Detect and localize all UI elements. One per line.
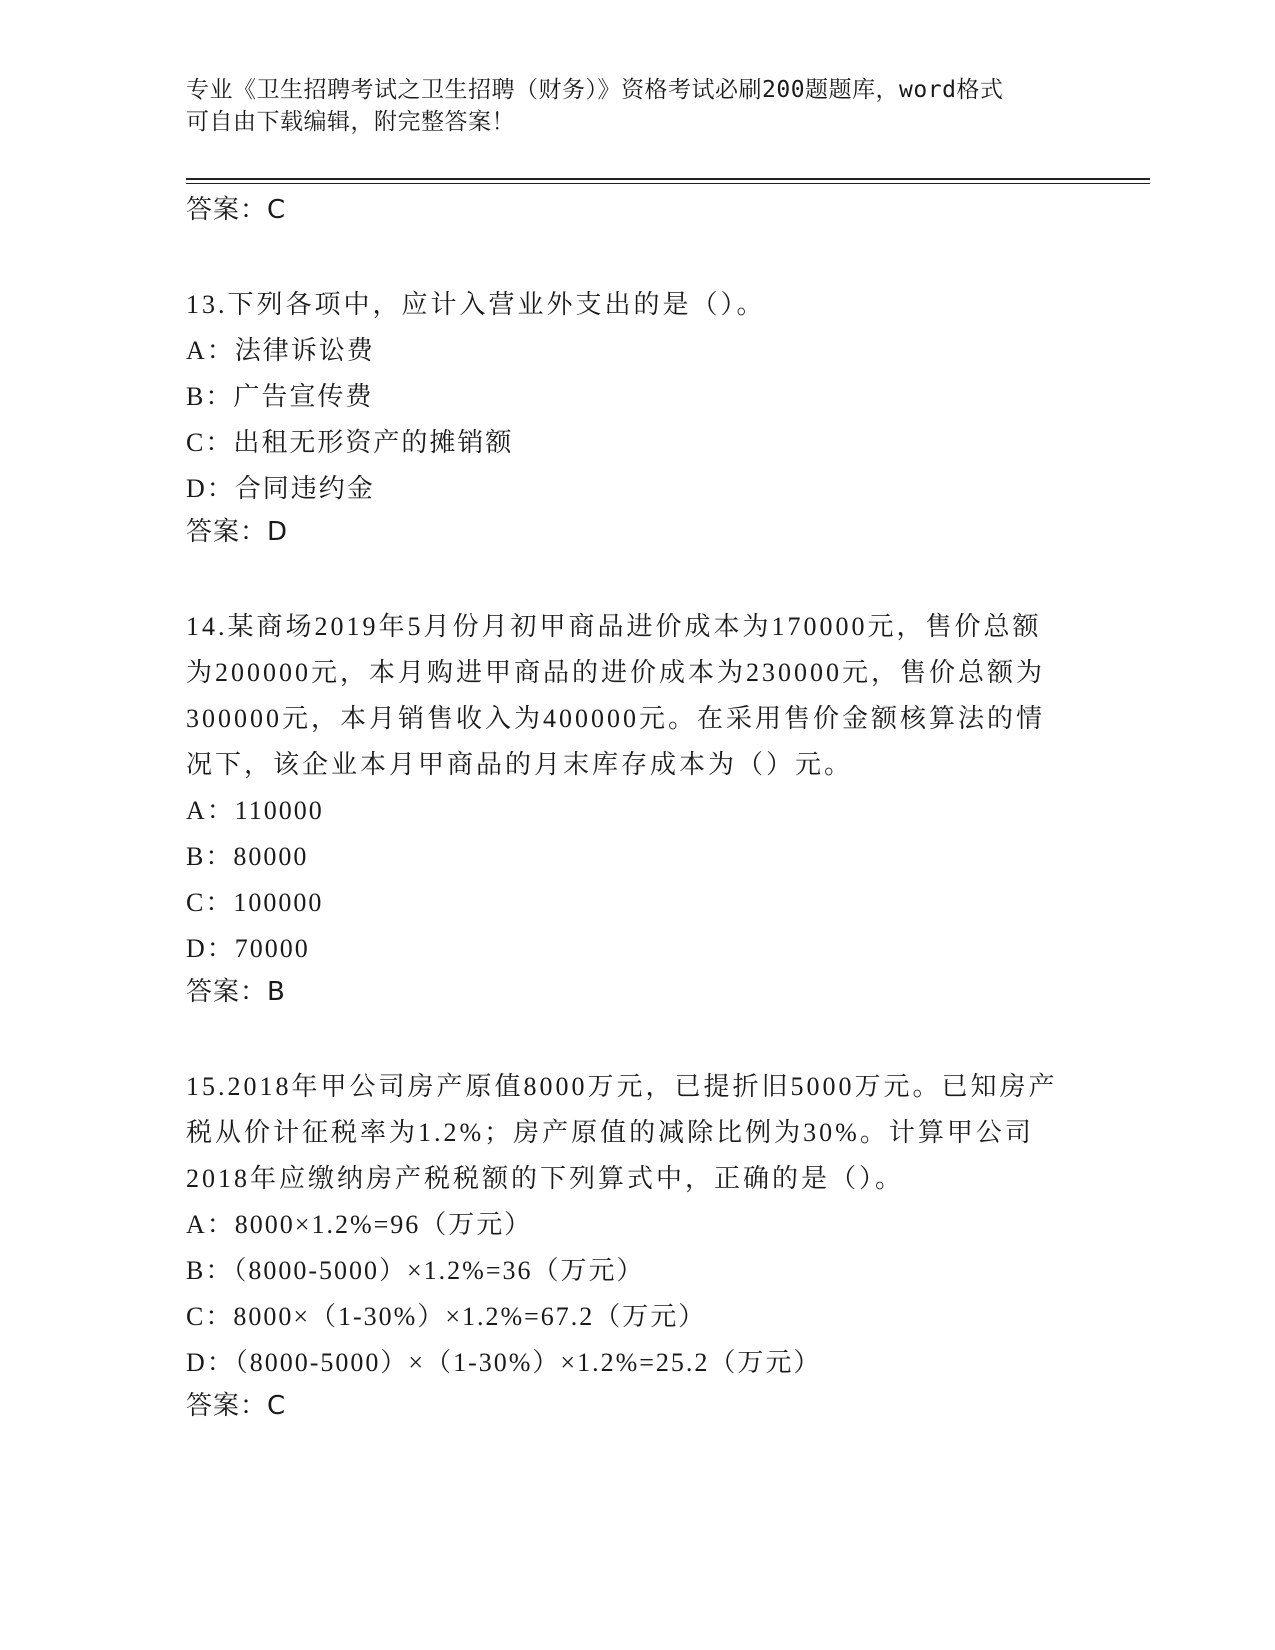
question-block-14	[186, 604, 1086, 1016]
option-b: B：80000	[186, 842, 309, 871]
header-divider-thin	[186, 183, 1150, 184]
document-body	[186, 190, 1086, 1430]
header-line-2: 可自由下载编辑，附完整答案！	[186, 109, 515, 135]
option-c: C：100000	[186, 888, 324, 917]
option-d: D：70000	[186, 934, 310, 963]
question-block-13	[186, 282, 1086, 556]
spacer	[186, 1016, 1086, 1064]
answer-12: 答案：C	[186, 195, 287, 225]
option-a: A：110000	[186, 796, 324, 825]
option-c: C：8000×（1-30%）×1.2%=67.2（万元）	[186, 1302, 707, 1331]
page-header	[186, 74, 1066, 138]
answer: 答案：B	[186, 977, 286, 1007]
option-b: B：广告宣传费	[186, 382, 374, 411]
option-d: D：合同违约金	[186, 474, 375, 503]
question-text: 14.某商场2019年5月份月初甲商品进价成本为170000元，售价总额为200000元，本月购进甲商品的进价成本为230000元，售价总额为300000元，本月销售收入为400000元。在采用售价金额核算法的情况下，该企业本月甲商品的月末库存成本为（）元。	[186, 612, 1046, 779]
spacer	[186, 556, 1086, 604]
option-a: A：8000×1.2%=96（万元）	[186, 1210, 533, 1239]
option-d: D：（8000-5000）×（1-30%）×1.2%=25.2（万元）	[186, 1348, 822, 1377]
option-b: B：（8000-5000）×1.2%=36（万元）	[186, 1256, 645, 1285]
option-a: A：法律诉讼费	[186, 336, 375, 365]
answer: 答案：C	[186, 1391, 287, 1421]
answer: 答案：D	[186, 517, 289, 547]
option-c: C：出租无形资产的摊销额	[186, 428, 514, 457]
header-line-1: 专业《卫生招聘考试之卫生招聘（财务）》资格考试必刷200题题库，word格式	[186, 77, 1004, 103]
question-block-15	[186, 1064, 1086, 1430]
question-text: 13.下列各项中，应计入营业外支出的是（）。	[186, 290, 766, 319]
header-divider-thick	[186, 178, 1150, 180]
question-text: 15.2018年甲公司房产原值8000万元，已提折旧5000万元。已知房产税从价计征税率为1.2%；房产原值的减除比例为30%。计算甲公司2018年应缴纳房产税税额的下列算式中，正确的是（）。	[186, 1072, 1058, 1193]
spacer	[186, 234, 1086, 282]
